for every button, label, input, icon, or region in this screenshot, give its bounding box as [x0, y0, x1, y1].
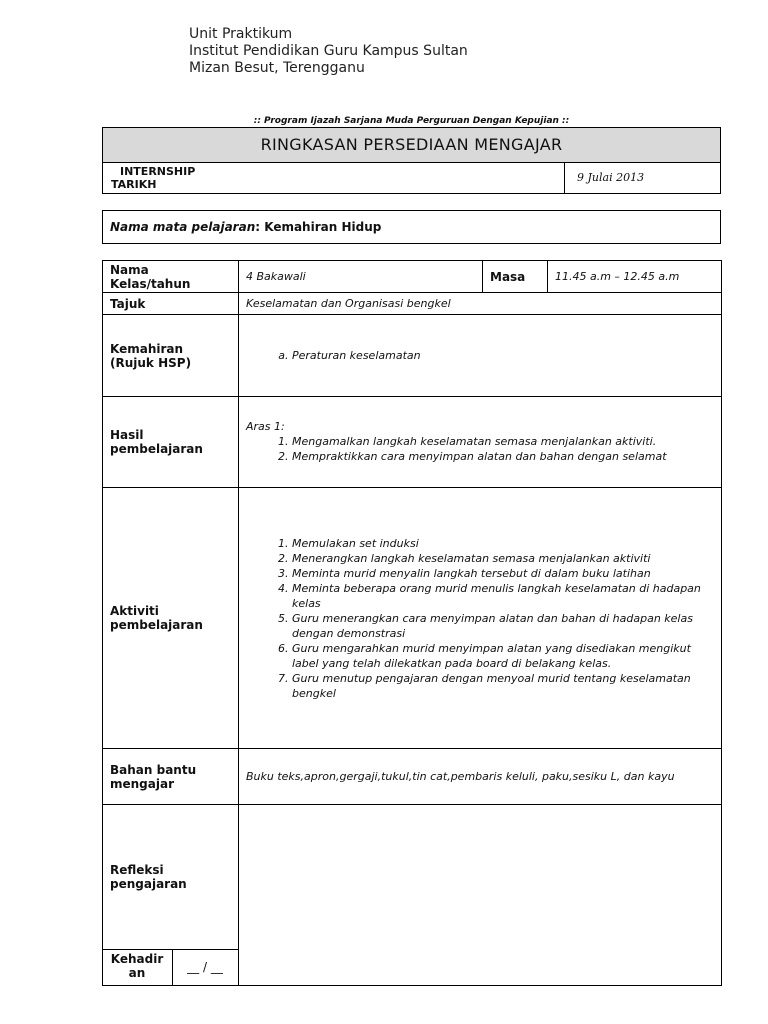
kemahiran-label-cell: [103, 315, 239, 397]
table-row-kelas: [103, 261, 722, 293]
table-row-aktiviti: [103, 488, 722, 749]
kelas-label: Kelas/tahun: [110, 276, 191, 291]
subject-label: Nama mata pelajaran: [110, 220, 256, 234]
table-row-tajuk: [103, 293, 722, 315]
tajuk-label: Tajuk: [103, 293, 239, 315]
aktiviti-pembelajaran-label: pembelajaran: [110, 618, 203, 632]
bahan-label: Bahan bantu: [110, 762, 197, 777]
list-item: 1. Memulakan set induksi: [292, 536, 715, 551]
kemahiran-list: [239, 348, 721, 363]
program-name: :: Program Ijazah Sarjana Muda Perguruan Dengan Kepujian ::: [253, 116, 570, 126]
internship-tarikh-labels: [111, 165, 195, 191]
internship-date-row: [102, 162, 721, 194]
document-title: RINGKASAN PERSEDIAAN MENGAJAR: [102, 127, 721, 163]
aktiviti-label: Aktiviti: [110, 604, 159, 618]
list-item: 1. Mengamalkan langkah keselamatan semasa menjalankan aktiviti.: [292, 434, 721, 449]
list-item: 2. Mempraktikkan cara menyimpan alatan dan bahan dengan selamat: [292, 449, 721, 464]
hasil-label-cell: [103, 397, 239, 488]
mengajar-label: mengajar: [110, 776, 175, 791]
table-row-bahan: [103, 749, 722, 805]
kemahiran-value-cell: [239, 315, 722, 397]
list-item: 6. Guru mengarahkan murid menyimpan alatan yang disediakan mengikut label yang telah dilekatkan pada board di belakang kelas.: [292, 641, 715, 671]
aras-label: Aras 1:: [246, 420, 285, 433]
refleksi-label: [103, 863, 187, 891]
list-item: 5. Guru menerangkan cara menyimpan alatan dan bahan di hadapan kelas dengan demonstrasi: [292, 611, 715, 641]
pembelajaran-label: pembelajaran: [110, 442, 203, 456]
bahan-value: Buku teks,apron,gergaji,tukul,tin cat,pembaris keluli, paku,sesiku L, dan kayu: [239, 749, 722, 805]
header-line-2: Institut Pendidikan Guru Kampus Sultan: [189, 43, 468, 59]
table-row-hasil: [103, 397, 722, 488]
date-value: 9 Julai 2013: [577, 171, 645, 184]
refleksi-label-line2: pengajaran: [110, 877, 187, 891]
aktiviti-value-cell: [239, 488, 722, 749]
kemahiran-label: Kemahiran: [110, 341, 184, 356]
list-item: 3. Meminta murid menyalin langkah tersebut di dalam buku latihan: [292, 566, 715, 581]
header-line-1: Unit Praktikum: [189, 26, 293, 42]
kehadiran-label: [102, 952, 172, 980]
rujuk-hsp-label: (Rujuk HSP): [110, 355, 192, 370]
refleksi-value-cell: [239, 805, 722, 986]
hasil-label: Hasil: [110, 428, 144, 442]
tarikh-label: TARIKH: [111, 178, 157, 191]
kehadiran-label-line1: Kehadir: [110, 952, 164, 966]
kehadiran-row: [102, 949, 238, 986]
aktiviti-list: [239, 536, 721, 701]
list-item: 7. Guru menutup pengajaran dengan menyoal murid tentang keselamatan bengkel: [292, 671, 715, 701]
lesson-table: [102, 260, 722, 986]
aktiviti-label-cell: [103, 488, 239, 749]
tajuk-value: Keselamatan dan Organisasi bengkel: [239, 293, 722, 315]
subject-text: [110, 220, 381, 234]
kehadiran-label-line2: an: [128, 966, 146, 980]
refleksi-kehadiran-cell: [103, 805, 239, 986]
list-item: 2. Menerangkan langkah keselamatan semasa menjalankan aktiviti: [292, 551, 715, 566]
masa-label: Masa: [483, 261, 548, 293]
header-line-3: Mizan Besut, Terengganu: [189, 60, 365, 76]
kelas-label-cell: [103, 261, 239, 293]
table-row-refleksi: [103, 805, 722, 986]
masa-value: 11.45 a.m – 12.45 a.m: [548, 261, 722, 293]
subject-value: : Kemahiran Hidup: [255, 220, 382, 234]
internship-label: INTERNSHIP: [120, 165, 196, 178]
refleksi-label-line1: Refleksi: [110, 863, 164, 877]
refleksi-label-wrap: [103, 805, 238, 949]
bahan-label-cell: [103, 749, 239, 805]
info-divider: [564, 163, 565, 193]
kehadiran-value: __ / __: [187, 960, 223, 974]
institution-header: [189, 26, 468, 77]
hasil-value-cell: [239, 397, 722, 488]
nama-label: Nama: [110, 262, 149, 277]
list-item: 4. Meminta beberapa orang murid menulis langkah keselamatan di hadapan kelas: [292, 581, 715, 611]
table-row-kemahiran: [103, 315, 722, 397]
hasil-list: [239, 434, 721, 464]
kelas-value: 4 Bakawali: [239, 261, 483, 293]
subject-row: [102, 210, 721, 244]
list-item: a. Peraturan keselamatan: [292, 348, 721, 363]
